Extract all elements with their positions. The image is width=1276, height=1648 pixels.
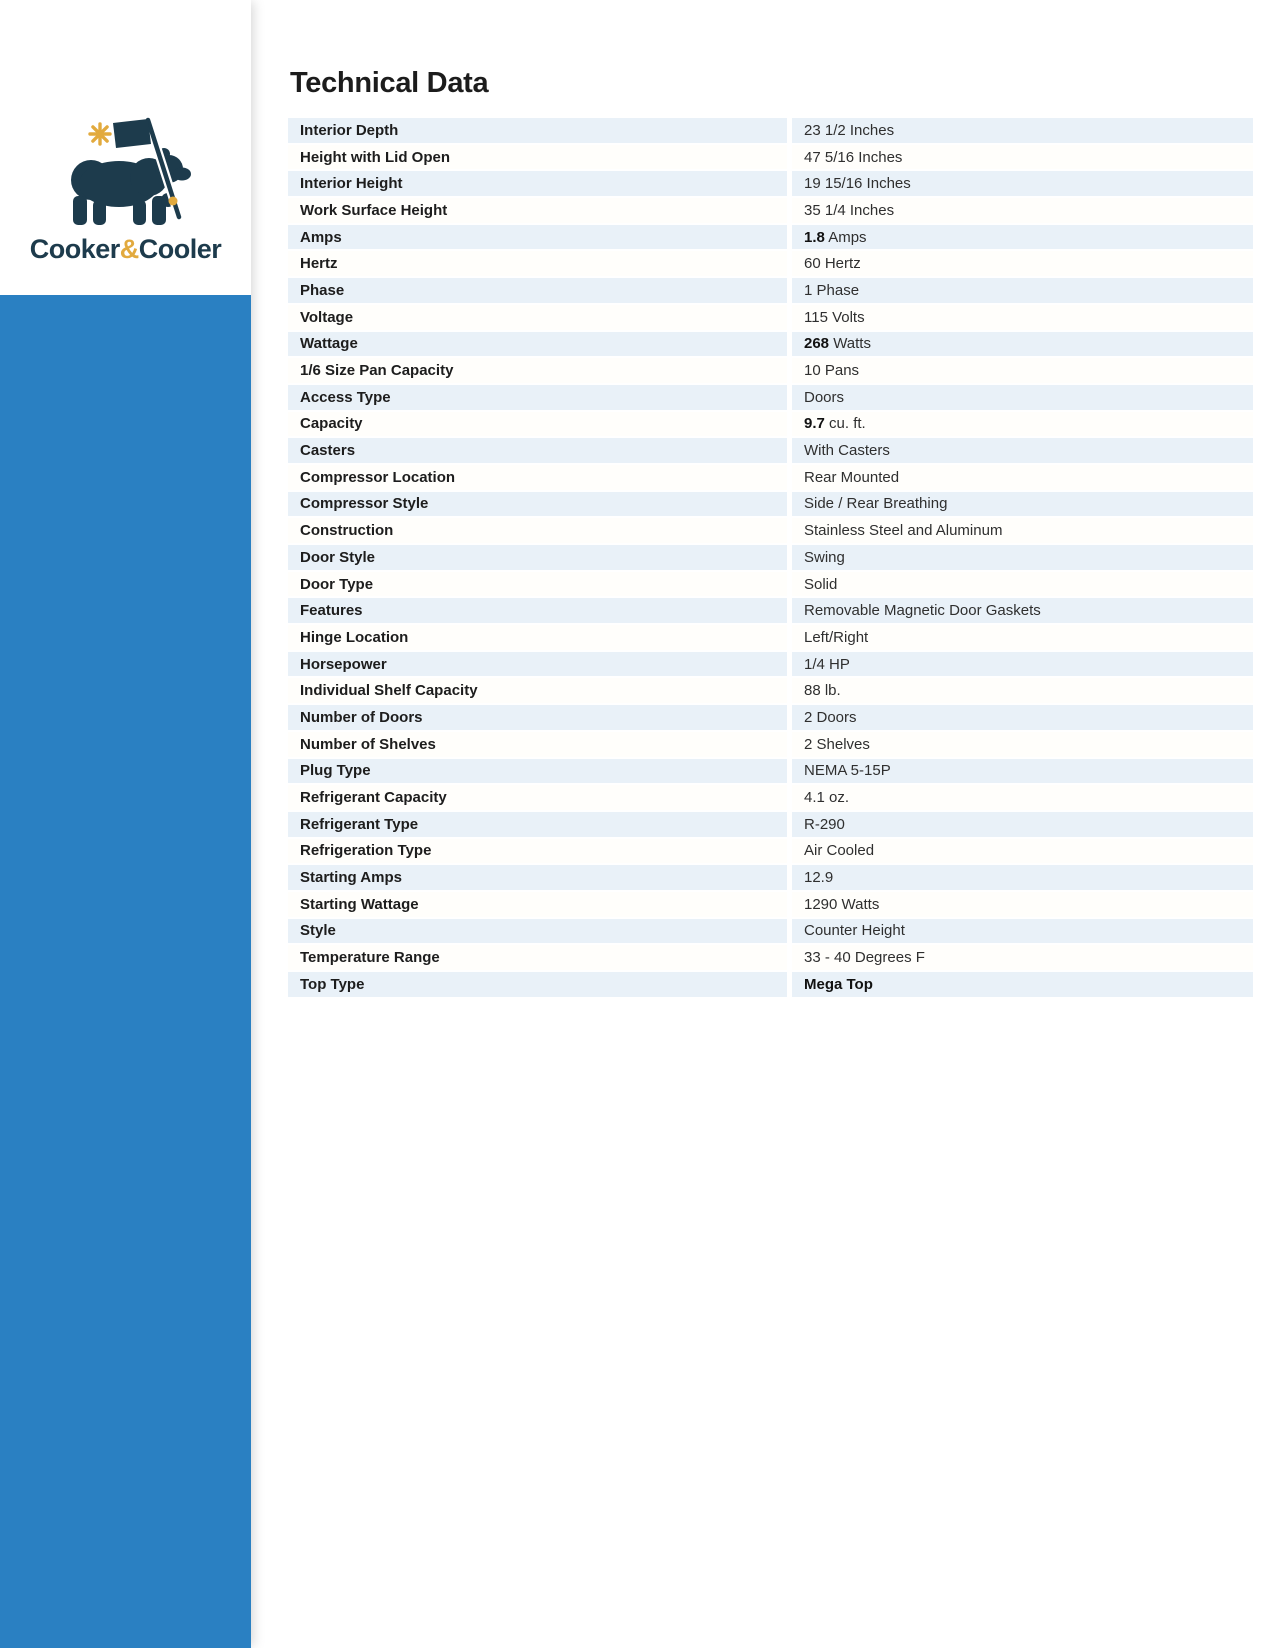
table-row: [288, 305, 1253, 330]
bear-flag-logo-icon: [56, 114, 196, 229]
spec-value: R-290: [792, 812, 1253, 837]
spec-label: 1/6 Size Pan Capacity: [288, 358, 787, 383]
spec-label: Construction: [288, 518, 787, 543]
spec-value: 4.1 oz.: [792, 785, 1253, 810]
spec-value: 115 Volts: [792, 305, 1253, 330]
spec-label: Compressor Location: [288, 465, 787, 490]
spec-label: Height with Lid Open: [288, 145, 787, 170]
table-row: [288, 145, 1253, 170]
table-row: [288, 118, 1253, 143]
table-row: [288, 332, 1253, 357]
spec-label: Casters: [288, 438, 787, 463]
sidebar-blue-band: [0, 295, 251, 1648]
flag-icon: [113, 119, 151, 148]
spec-value: Rear Mounted: [792, 465, 1253, 490]
spec-label: Amps: [288, 225, 787, 250]
table-row: [288, 358, 1253, 383]
table-row: [288, 412, 1253, 437]
spec-value: 1.8 Amps: [792, 225, 1253, 250]
table-row: [288, 198, 1253, 223]
spec-label: Voltage: [288, 305, 787, 330]
spec-value: 268 Watts: [792, 332, 1253, 357]
spec-value: 1290 Watts: [792, 892, 1253, 917]
brand-name: [30, 235, 222, 265]
table-row: [288, 225, 1253, 250]
table-row: [288, 919, 1253, 944]
spec-value: NEMA 5-15P: [792, 759, 1253, 784]
table-row: [288, 705, 1253, 730]
spec-value: 23 1/2 Inches: [792, 118, 1253, 143]
spec-value: 35 1/4 Inches: [792, 198, 1253, 223]
spec-value: 2 Doors: [792, 705, 1253, 730]
spec-label: Style: [288, 919, 787, 944]
spec-value: Counter Height: [792, 919, 1253, 944]
spec-value: 12.9: [792, 865, 1253, 890]
spec-label: Hinge Location: [288, 625, 787, 650]
spec-value: 60 Hertz: [792, 251, 1253, 276]
spec-label: Starting Wattage: [288, 892, 787, 917]
spec-label: Work Surface Height: [288, 198, 787, 223]
paw-grip-dot: [168, 197, 177, 206]
brand-name-cooler: Cooler: [138, 234, 222, 265]
spec-label: Refrigerant Capacity: [288, 785, 787, 810]
spec-label: Compressor Style: [288, 492, 787, 517]
spec-value: Left/Right: [792, 625, 1253, 650]
brand-name-cooker: Cooker: [29, 234, 120, 265]
spec-label: Interior Depth: [288, 118, 787, 143]
spec-label: Refrigerant Type: [288, 812, 787, 837]
spec-value: 1/4 HP: [792, 652, 1253, 677]
page-title: Technical Data: [290, 67, 489, 99]
spec-label: Starting Amps: [288, 865, 787, 890]
spec-label: Door Type: [288, 572, 787, 597]
table-row: [288, 572, 1253, 597]
spec-value: 88 lb.: [792, 678, 1253, 703]
table-row: [288, 545, 1253, 570]
spec-label: Access Type: [288, 385, 787, 410]
brand-panel: [0, 0, 251, 295]
table-row: [288, 785, 1253, 810]
table-row: [288, 759, 1253, 784]
table-row: [288, 385, 1253, 410]
table-row: [288, 465, 1253, 490]
spec-value: 33 - 40 Degrees F: [792, 945, 1253, 970]
brand-name-ampersand: &: [119, 234, 139, 265]
spec-value: 2 Shelves: [792, 732, 1253, 757]
table-row: [288, 892, 1253, 917]
table-row: [288, 492, 1253, 517]
table-row: [288, 865, 1253, 890]
spec-label: Capacity: [288, 412, 787, 437]
table-row: [288, 945, 1253, 970]
spec-label: Individual Shelf Capacity: [288, 678, 787, 703]
spec-label: Phase: [288, 278, 787, 303]
spec-value: Side / Rear Breathing: [792, 492, 1253, 517]
spec-value: 47 5/16 Inches: [792, 145, 1253, 170]
table-row: [288, 518, 1253, 543]
spec-value: With Casters: [792, 438, 1253, 463]
table-row: [288, 625, 1253, 650]
spec-value: 1 Phase: [792, 278, 1253, 303]
spec-value: Doors: [792, 385, 1253, 410]
table-row: [288, 678, 1253, 703]
spec-value: Mega Top: [792, 972, 1253, 997]
spec-label: Number of Shelves: [288, 732, 787, 757]
table-row: [288, 839, 1253, 864]
spec-label: Interior Height: [288, 171, 787, 196]
snowflake-icon: [90, 124, 110, 144]
table-row: [288, 598, 1253, 623]
spec-label: Refrigeration Type: [288, 839, 787, 864]
content-area: [251, 0, 1276, 999]
spec-value: Removable Magnetic Door Gaskets: [792, 598, 1253, 623]
table-row: [288, 171, 1253, 196]
spec-value: Stainless Steel and Aluminum: [792, 518, 1253, 543]
table-row: [288, 812, 1253, 837]
spec-label: Hertz: [288, 251, 787, 276]
spec-label: Wattage: [288, 332, 787, 357]
spec-label: Top Type: [288, 972, 787, 997]
sidebar: [0, 0, 251, 1648]
spec-label: Door Style: [288, 545, 787, 570]
table-row: [288, 652, 1253, 677]
spec-value: 19 15/16 Inches: [792, 171, 1253, 196]
technical-data-table: [283, 116, 1258, 999]
spec-label: Number of Doors: [288, 705, 787, 730]
spec-label: Features: [288, 598, 787, 623]
spec-label: Temperature Range: [288, 945, 787, 970]
spec-label: Plug Type: [288, 759, 787, 784]
spec-value: Swing: [792, 545, 1253, 570]
table-row: [288, 972, 1253, 997]
spec-label: Horsepower: [288, 652, 787, 677]
spec-value: Solid: [792, 572, 1253, 597]
table-row: [288, 251, 1253, 276]
spec-value: 9.7 cu. ft.: [792, 412, 1253, 437]
table-row: [288, 278, 1253, 303]
table-row: [288, 732, 1253, 757]
spec-value: 10 Pans: [792, 358, 1253, 383]
spec-value: Air Cooled: [792, 839, 1253, 864]
table-row: [288, 438, 1253, 463]
